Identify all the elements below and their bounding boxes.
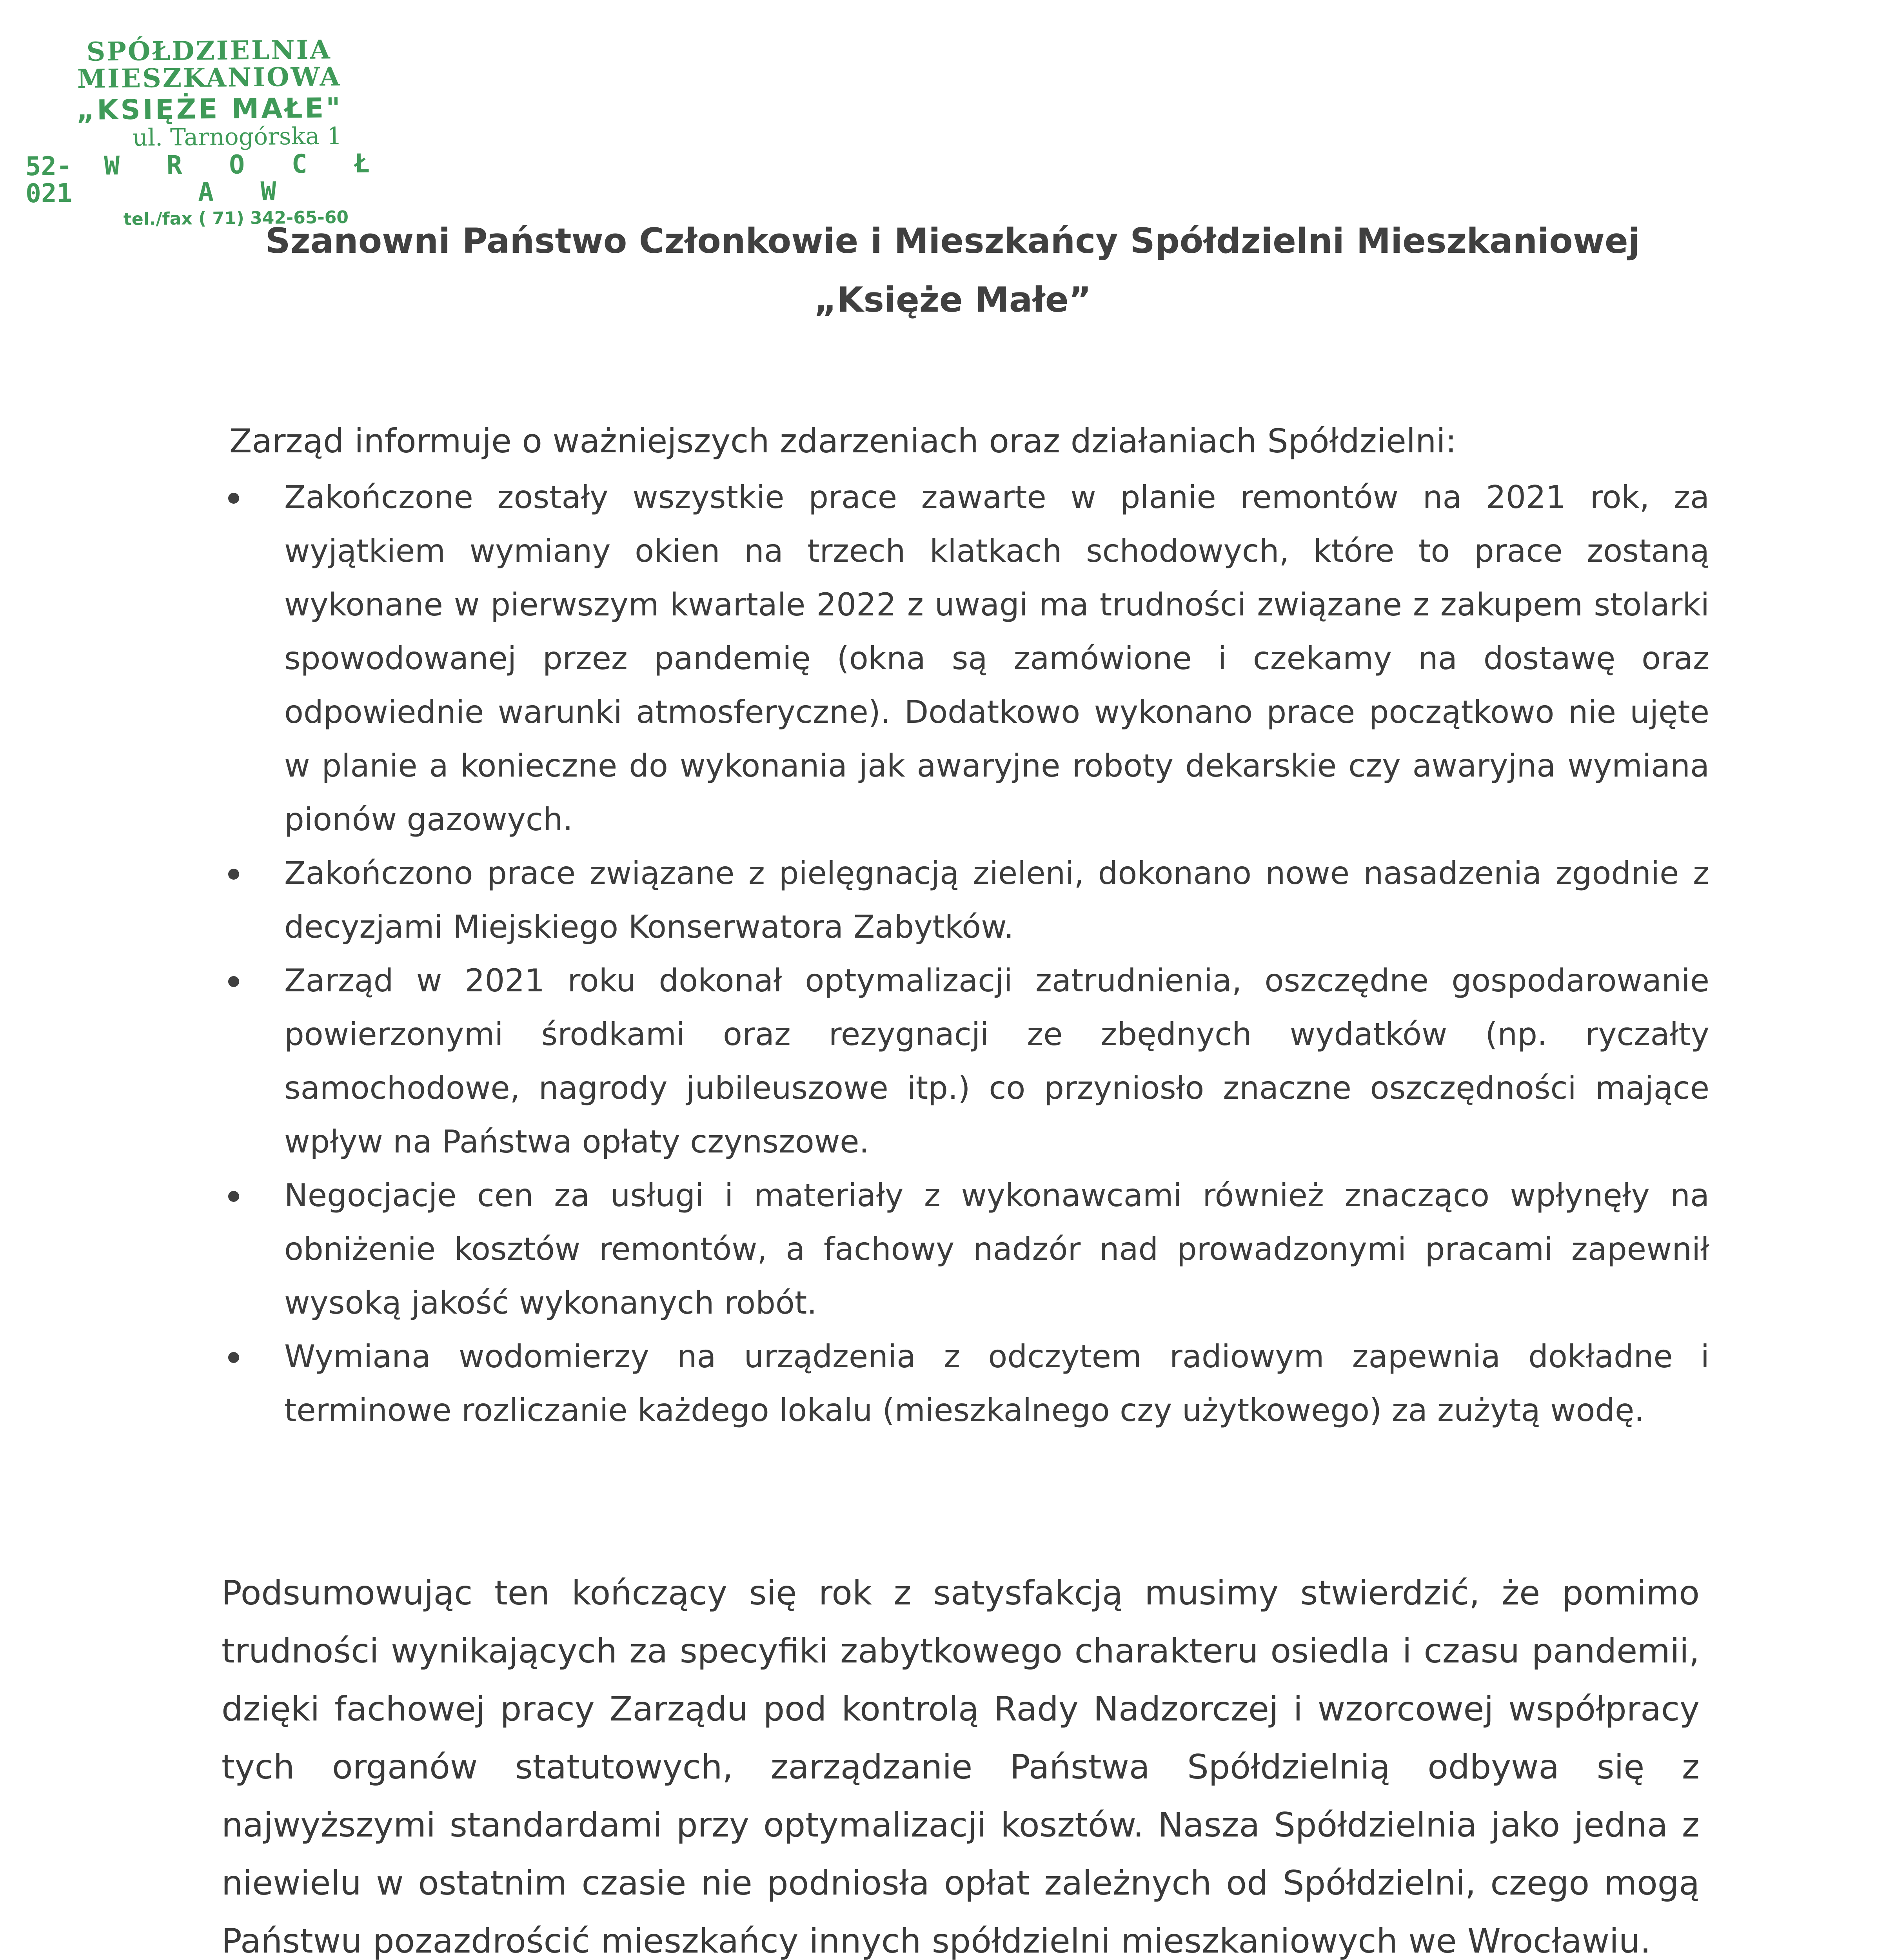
cooperative-stamp <box>11 36 409 230</box>
list-item <box>220 954 1709 1169</box>
list-item <box>220 846 1709 954</box>
list-item-text: Zakończone zostały wszystkie prace zawarte w planie remontów na 2021 rok, za wyjątkiem wymiany okien na trzech klatkach schodowych, które to prace zostaną wykonane w pierwszym kwartale 2022 z uwagi ma trudności związane z zakupem stolarki spowodowanej przez pandemię (okna są zamówione i czekamy na dostawę oraz odpowiednie warunki atmosferyczne). Dodatkowo wykonano prace początkowo nie ujęte w planie a konieczne do wykonania jak awaryjne roboty dekarskie czy awaryjna wymiana pionów gazowych. <box>284 479 1709 838</box>
summary-paragraph: Podsumowując ten kończący się rok z satysfakcją musimy stwierdzić, że pomimo trudności wynikających za specyfiki zabytkowego charakteru osiedla i czasu pandemii, dzięki fachowej pracy Zarządu pod kontrolą Rady Nadzorczej i wzorcowej współpracy tych organów statutowych, zarządzanie Państwa Spółdzielnią odbywa się z najwyższymi standardami przy optymalizacji kosztów. Nasza Spółdzielnia jako jedna z niewielu w ostatnim czasie nie podniosła opłat zależnych od Spółdzielni, czego mogą Państwu pozazdrościć mieszkańcy innych spółdzielni mieszkaniowych we Wrocławiu. <box>222 1573 1700 1960</box>
stamp-brand: „KSIĘŻE MAŁE" <box>76 91 343 126</box>
list-item <box>220 1330 1709 1437</box>
list-item-text: Zarząd w 2021 roku dokonał optymalizacji zatrudnienia, oszczędne gospodarowanie powierzonymi środkami oraz rezygnacji ze zbędnych wydatków (np. ryczałty samochodowe, nagrody jubileuszowe itp.) co przyniosło znaczne oszczędności mające wpływ na Państwa opłaty czynszowe. <box>284 962 1709 1160</box>
page-title-subline: „Księże Małe” <box>814 279 1091 320</box>
bullet-icon <box>228 1352 239 1363</box>
stamp-postcode: 52-021 <box>25 151 73 209</box>
page-title: Szanowni Państwo Członkowie i Mieszkańcy Spółdzielni Mieszkaniowej <box>265 221 1640 261</box>
intro-text: Zarząd informuje o ważniejszych zdarzeniach oraz działaniach Spółdzielni: <box>229 422 1457 460</box>
bullet-icon <box>228 976 239 987</box>
stamp-city: W R O C Ł A W <box>104 148 386 207</box>
list-item-text: Wymiana wodomierzy na urządzenia z odczytem radiowym zapewnia dokładne i terminowe rozliczanie każdego lokalu (mieszkalnego czy użytkowego) za zużytą wodę. <box>284 1338 1709 1428</box>
stamp-phone: tel./fax ( 71) 342-65-60 <box>123 207 349 229</box>
bullet-icon <box>228 493 239 504</box>
list-item <box>220 470 1709 846</box>
bullet-list <box>220 470 1709 1437</box>
bullet-icon <box>228 869 239 880</box>
list-item <box>220 1169 1709 1330</box>
stamp-name: SPÓŁDZIELNIA MIESZKANIOWA <box>77 34 341 94</box>
list-item-text: Zakończono prace związane z pielęgnacją zieleni, dokonano nowe nasadzenia zgodnie z decyzjami Miejskiego Konserwatora Zabytków. <box>284 855 1709 945</box>
bullet-icon <box>228 1191 239 1202</box>
list-item-text: Negocjacje cen za usługi i materiały z wykonawcami również znacząco wpłynęły na obniżenie kosztów remontów, a fachowy nadzór nad prowadzonymi pracami zapewnił wysoką jakość wykonanych robót. <box>284 1177 1709 1321</box>
stamp-address <box>12 150 408 207</box>
stamp-street: ul. Tarnogórska 1 <box>132 122 342 152</box>
